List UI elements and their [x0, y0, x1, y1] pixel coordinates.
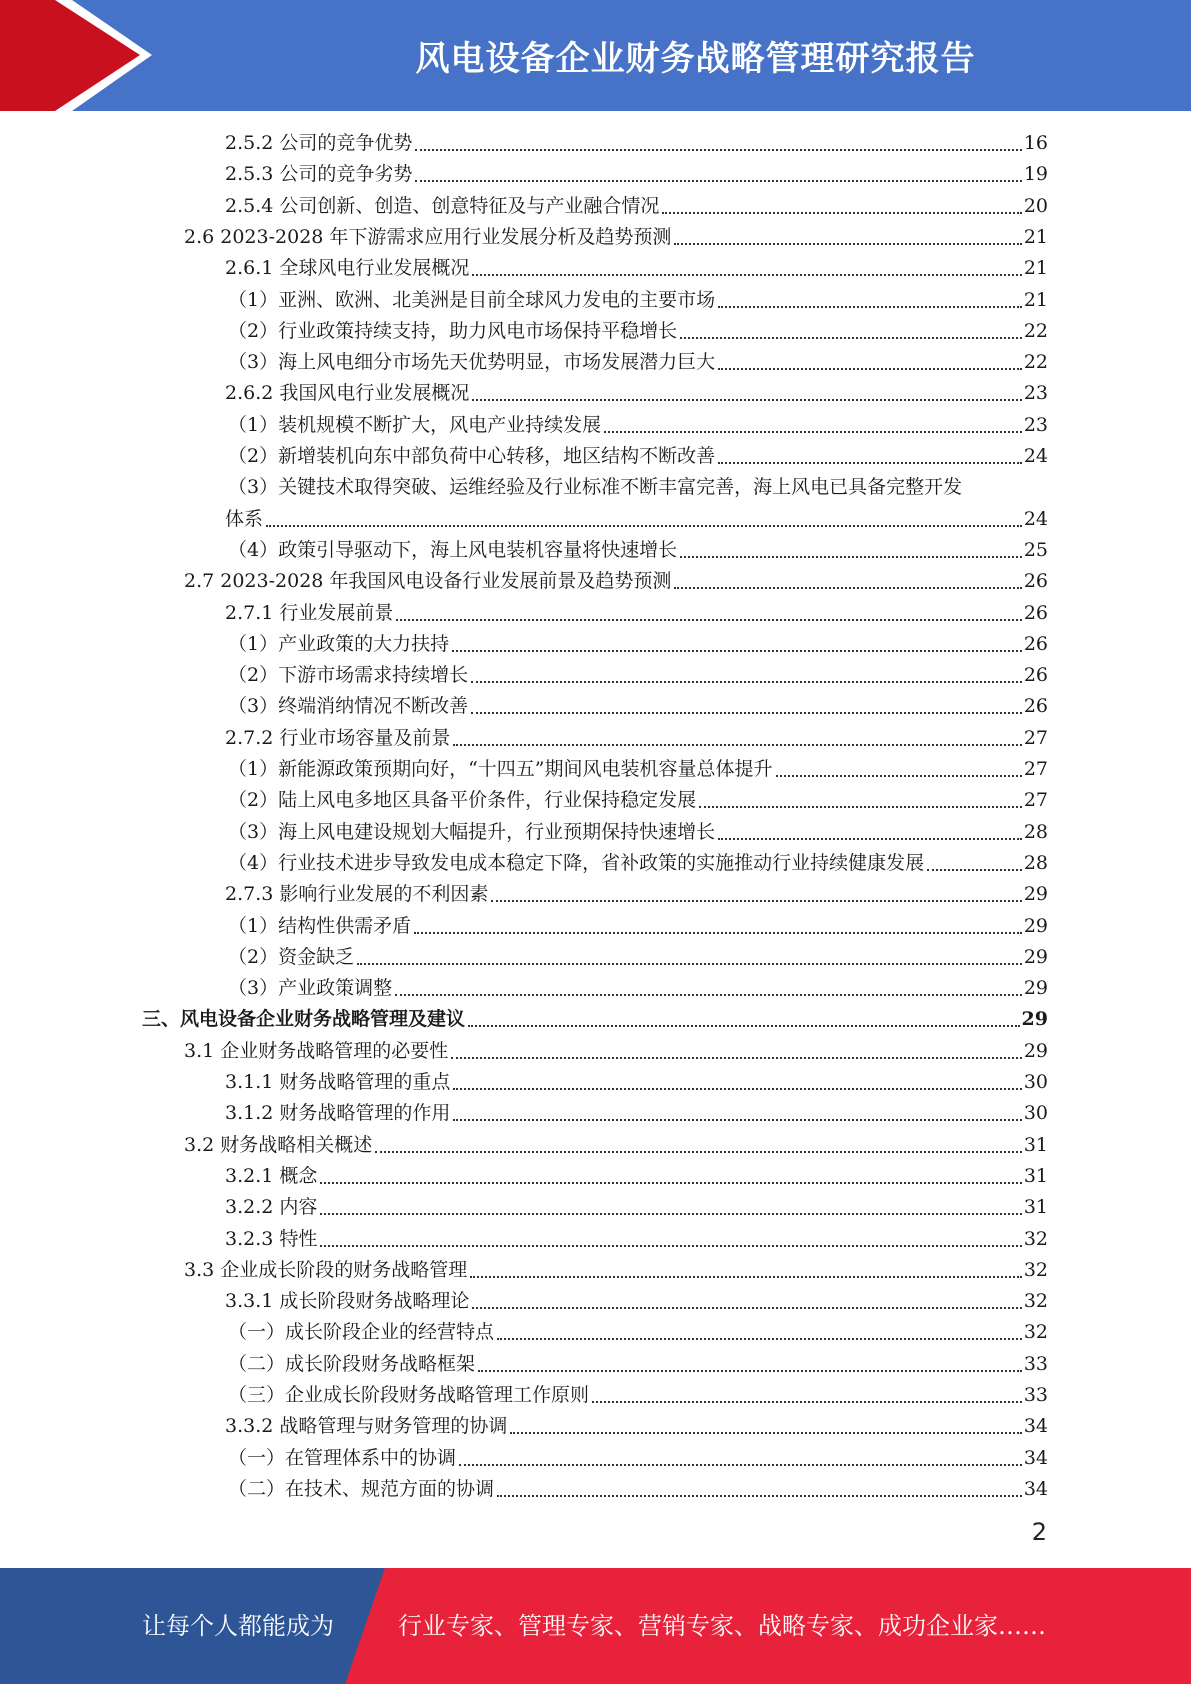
- toc-entry[interactable]: [228, 441, 1048, 472]
- toc-dot-leader: [472, 274, 1021, 276]
- toc-entry-text: （2）新增装机向东中部负荷中心转移，地区结构不断改善: [228, 445, 716, 467]
- toc-entry-text: 2.6.1 全球风电行业发展概况: [225, 257, 470, 280]
- toc-dot-leader: [662, 212, 1021, 214]
- toc-entry-text: （1）装机规模不断扩大，风电产业持续发展: [228, 413, 602, 436]
- toc-entry[interactable]: [228, 629, 1048, 660]
- toc-dot-leader: [718, 838, 1022, 840]
- toc-dot-leader: [452, 650, 1022, 652]
- toc-dot-leader: [320, 1182, 1021, 1184]
- toc-page-number: 27: [1023, 789, 1048, 812]
- toc-entry[interactable]: [228, 691, 1048, 722]
- toc-page-number: 28: [1023, 851, 1048, 874]
- toc-entry-text: 3.3 企业成长阶段的财务战略管理: [184, 1258, 468, 1281]
- toc-dot-leader: [415, 149, 1021, 151]
- toc-page-number: 34: [1023, 1415, 1048, 1438]
- toc-entry[interactable]: [225, 128, 1048, 159]
- toc-entry[interactable]: [184, 1130, 1048, 1161]
- toc-page-number: 29: [1021, 1008, 1048, 1031]
- toc-dot-leader: [674, 587, 1021, 589]
- toc-dot-leader: [510, 1432, 1021, 1434]
- toc-entry-text: 体系: [225, 507, 264, 530]
- toc-dot-leader: [472, 1307, 1021, 1309]
- toc-dot-leader: [470, 1276, 1022, 1278]
- toc-dot-leader: [396, 619, 1021, 621]
- toc-entry[interactable]: [228, 973, 1048, 1004]
- toc-dot-leader: [592, 1401, 1022, 1403]
- toc-entry-text: 3.1 企业财务战略管理的必要性: [184, 1039, 449, 1062]
- toc-dot-leader: [699, 806, 1022, 808]
- footer-slogan-right: 行业专家、管理专家、营销专家、战略专家、成功企业家……: [398, 1612, 1046, 1640]
- toc-page-number: 28: [1023, 820, 1048, 843]
- toc-page-number: 21: [1023, 257, 1048, 280]
- toc-entry[interactable]: [225, 1161, 1048, 1192]
- toc-entry[interactable]: [228, 660, 1048, 691]
- toc-entry-text: 3.1.1 财务战略管理的重点: [225, 1071, 451, 1093]
- toc-page-number: 32: [1023, 1227, 1048, 1250]
- toc-entry-text: 3.3.2 战略管理与财务管理的协调: [225, 1415, 508, 1438]
- toc-entry[interactable]: [225, 253, 1048, 284]
- toc-entry-text: 3.3.1 成长阶段财务战略理论: [225, 1290, 470, 1313]
- toc-entry-text: （2）陆上风电多地区具备平价条件，行业保持稳定发展: [228, 789, 697, 812]
- toc-entry-text: 2.7.2 行业市场容量及前景: [225, 726, 451, 749]
- toc-page-number: 19: [1023, 163, 1048, 186]
- toc-entry[interactable]: [228, 1317, 1048, 1348]
- toc-dot-leader: [604, 431, 1022, 433]
- toc-entry[interactable]: [228, 535, 1048, 566]
- toc-page-number: 32: [1023, 1321, 1048, 1344]
- toc-dot-leader: [453, 744, 1021, 746]
- toc-entry-text: （三）企业成长阶段财务战略管理工作原则: [228, 1384, 590, 1406]
- toc-dot-leader: [776, 775, 1022, 777]
- toc-entry[interactable]: [225, 1411, 1048, 1442]
- footer-slogan-left: 让每个人都能成为: [142, 1612, 334, 1640]
- toc-dot-leader: [459, 1464, 1022, 1466]
- toc-page-number: 26: [1023, 695, 1048, 718]
- toc-entry-text: （二）在技术、规范方面的协调: [228, 1477, 495, 1500]
- toc-entry-text: （3）海上风电细分市场先天优势明显，市场发展潜力巨大: [228, 351, 716, 374]
- toc-dot-leader: [472, 399, 1021, 401]
- toc-entry[interactable]: [225, 159, 1048, 190]
- toc-entry[interactable]: [225, 1098, 1048, 1129]
- toc-dot-leader: [453, 1088, 1021, 1090]
- toc-page-number: 27: [1023, 758, 1048, 780]
- toc-entry[interactable]: [228, 1443, 1048, 1474]
- toc-page-number: 26: [1023, 632, 1048, 655]
- toc-page-number: 32: [1023, 1290, 1048, 1313]
- toc-page-number: 22: [1023, 319, 1048, 342]
- toc-page-number: 16: [1023, 132, 1048, 154]
- toc-entry-text: （3）产业政策调整: [228, 977, 393, 1000]
- toc-entry-text: 2.6 2023-2028 年下游需求应用行业发展分析及趋势预测: [184, 225, 672, 248]
- toc-entry[interactable]: [228, 1474, 1048, 1505]
- toc-entry-text: 2.7.1 行业发展前景: [225, 601, 394, 624]
- toc-entry[interactable]: [228, 817, 1048, 848]
- toc-entry[interactable]: [228, 942, 1048, 973]
- toc-page-number: 29: [1023, 1039, 1048, 1062]
- toc-dot-leader: [718, 368, 1022, 370]
- toc-entry-text: （1）新能源政策预期向好，“十四五”期间风电装机容量总体提升: [228, 758, 773, 780]
- toc-entry-text: 2.6.2 我国风电行业发展概况: [225, 382, 470, 405]
- toc-entry-text: （1）结构性供需矛盾: [228, 914, 412, 937]
- toc-page-number: 31: [1023, 1196, 1048, 1219]
- toc-page-number: 29: [1023, 883, 1048, 906]
- toc-entry-text: 2.5.2 公司的竞争优势: [225, 132, 413, 154]
- toc-entry[interactable]: [225, 1286, 1048, 1317]
- toc-entry[interactable]: [228, 410, 1048, 441]
- toc-entry[interactable]: [228, 1380, 1048, 1411]
- toc-dot-leader: [497, 1495, 1022, 1497]
- toc-page-number: 30: [1023, 1071, 1048, 1093]
- toc-dot-leader: [471, 712, 1022, 714]
- toc-entry-text: （2）资金缺乏: [228, 945, 355, 968]
- toc-entry[interactable]: [228, 316, 1048, 347]
- toc-entry[interactable]: [142, 1004, 1048, 1035]
- toc-page-number: 26: [1023, 664, 1048, 687]
- toc-entry-text: （2）行业政策持续支持，助力风电市场保持平稳增长: [228, 319, 678, 342]
- toc-entry-text: （1）产业政策的大力扶持: [228, 632, 450, 655]
- toc-dot-leader: [415, 180, 1021, 182]
- toc-dot-leader: [491, 900, 1021, 902]
- toc-page-number: 30: [1023, 1102, 1048, 1125]
- toc-dot-leader: [320, 1245, 1021, 1247]
- toc-page-number: 25: [1023, 538, 1048, 561]
- toc-entry-text: 3.2 财务战略相关概述: [184, 1133, 373, 1156]
- toc-entry-text: 3.1.2 财务战略管理的作用: [225, 1102, 451, 1125]
- toc-entry[interactable]: [228, 285, 1048, 316]
- toc-entry[interactable]: [225, 1224, 1048, 1255]
- toc-entry[interactable]: [225, 504, 1048, 535]
- toc-dot-leader: [718, 462, 1022, 464]
- toc-entry-text: 2.7.3 影响行业发展的不利因素: [225, 883, 489, 906]
- report-title: 风电设备企业财务战略管理研究报告: [415, 39, 976, 79]
- toc-page-number: 27: [1023, 726, 1048, 749]
- toc-dot-leader: [680, 556, 1022, 558]
- toc-page-number: 29: [1023, 914, 1048, 937]
- toc-page-number: 22: [1023, 351, 1048, 374]
- toc-entry-text: 2.5.4 公司创新、创造、创意特征及与产业融合情况: [225, 194, 660, 217]
- toc-entry[interactable]: [228, 1349, 1048, 1380]
- toc-dot-leader: [927, 869, 1022, 871]
- toc-entry-text: （4）行业技术进步导致发电成本稳定下降，省补政策的实施推动行业持续健康发展: [228, 851, 925, 874]
- toc-entry[interactable]: [225, 1067, 1048, 1098]
- toc-entry[interactable]: [228, 754, 1048, 785]
- toc-entry-text: （1）亚洲、欧洲、北美洲是目前全球风力发电的主要市场: [228, 288, 716, 311]
- toc-dot-leader: [471, 681, 1022, 683]
- report-header: [0, 0, 1191, 111]
- toc-page-number: 29: [1023, 945, 1048, 968]
- toc-entry-text: （一）成长阶段企业的经营特点: [228, 1321, 495, 1344]
- toc-entry[interactable]: [225, 723, 1048, 754]
- toc-page-number: 24: [1023, 507, 1048, 530]
- toc-page-number: 29: [1023, 977, 1048, 1000]
- toc-entry[interactable]: [228, 347, 1048, 378]
- toc-entry[interactable]: [225, 879, 1048, 910]
- toc-page-number: 21: [1023, 225, 1048, 248]
- toc-page-number: 34: [1023, 1446, 1048, 1469]
- toc-page-number: 33: [1023, 1384, 1048, 1406]
- toc-page-number: 32: [1023, 1258, 1048, 1281]
- toc-page-number: 33: [1023, 1352, 1048, 1375]
- toc-entry-text: （4）政策引导驱动下，海上风电装机容量将快速增长: [228, 538, 678, 561]
- toc-dot-leader: [357, 963, 1022, 965]
- toc-entry-text: 3.2.2 内容: [225, 1196, 318, 1219]
- toc-dot-leader: [320, 1213, 1021, 1215]
- report-footer: [0, 1568, 1191, 1684]
- toc-dot-leader: [674, 243, 1021, 245]
- toc-entry[interactable]: [184, 1255, 1048, 1286]
- toc-page-number: 24: [1023, 445, 1048, 467]
- toc-entry[interactable]: [225, 378, 1048, 409]
- toc-dot-leader: [718, 306, 1022, 308]
- toc-entry-text: （3）关键技术取得突破、运维经验及行业标准不断丰富完善，海上风电已具备完整开发: [228, 476, 963, 499]
- toc-dot-leader: [680, 337, 1022, 339]
- toc-entry[interactable]: [228, 785, 1048, 816]
- toc-entry[interactable]: [184, 566, 1048, 597]
- toc-dot-leader: [478, 1370, 1022, 1372]
- toc-entry-text: 三、风电设备企业财务战略管理及建议: [142, 1008, 466, 1031]
- toc-entry[interactable]: [184, 1036, 1048, 1067]
- toc-entry-text: 2.5.3 公司的竞争劣势: [225, 163, 413, 186]
- toc-dot-leader: [375, 1151, 1022, 1153]
- toc-entry-text: （3）海上风电建设规划大幅提升，行业预期保持快速增长: [228, 820, 716, 843]
- toc-page-number: 23: [1023, 413, 1048, 436]
- page-number: 2: [1031, 1518, 1047, 1546]
- toc-page-number: 31: [1023, 1133, 1048, 1156]
- toc-entry[interactable]: [225, 191, 1048, 222]
- toc-page-number: 26: [1023, 601, 1048, 624]
- toc-entry[interactable]: [225, 1192, 1048, 1223]
- toc-page-number: 34: [1023, 1477, 1048, 1500]
- toc-page-number: 21: [1023, 288, 1048, 311]
- toc-entry-text: （3）终端消纳情况不断改善: [228, 695, 469, 718]
- toc-entry-text: （二）成长阶段财务战略框架: [228, 1352, 476, 1375]
- toc-dot-leader: [497, 1338, 1022, 1340]
- header-arrow-decoration: [0, 0, 200, 111]
- toc-entry-text: （一）在管理体系中的协调: [228, 1446, 457, 1469]
- toc-dot-leader: [414, 932, 1022, 934]
- toc-dot-leader: [453, 1119, 1021, 1121]
- toc-page-number: 26: [1023, 570, 1048, 593]
- toc-entry-text: 2.7 2023-2028 年我国风电设备行业发展前景及趋势预测: [184, 570, 672, 593]
- toc-dot-leader: [468, 1025, 1020, 1027]
- toc-dot-leader: [266, 525, 1022, 527]
- toc-entry[interactable]: [228, 911, 1048, 942]
- toc-entry-text: （2）下游市场需求持续增长: [228, 664, 469, 687]
- toc-entry-text: 3.2.3 特性: [225, 1227, 318, 1250]
- toc-dot-leader: [395, 994, 1022, 996]
- toc-entry[interactable]: [225, 598, 1048, 629]
- toc-entry[interactable]: [228, 848, 1048, 879]
- toc-entry-text: 3.2.1 概念: [225, 1164, 318, 1187]
- toc-page-number: 20: [1023, 194, 1048, 217]
- toc-dot-leader: [451, 1057, 1022, 1059]
- toc-page-number: 31: [1023, 1164, 1048, 1187]
- toc-page-number: 23: [1023, 382, 1048, 405]
- toc-entry[interactable]: [184, 222, 1048, 253]
